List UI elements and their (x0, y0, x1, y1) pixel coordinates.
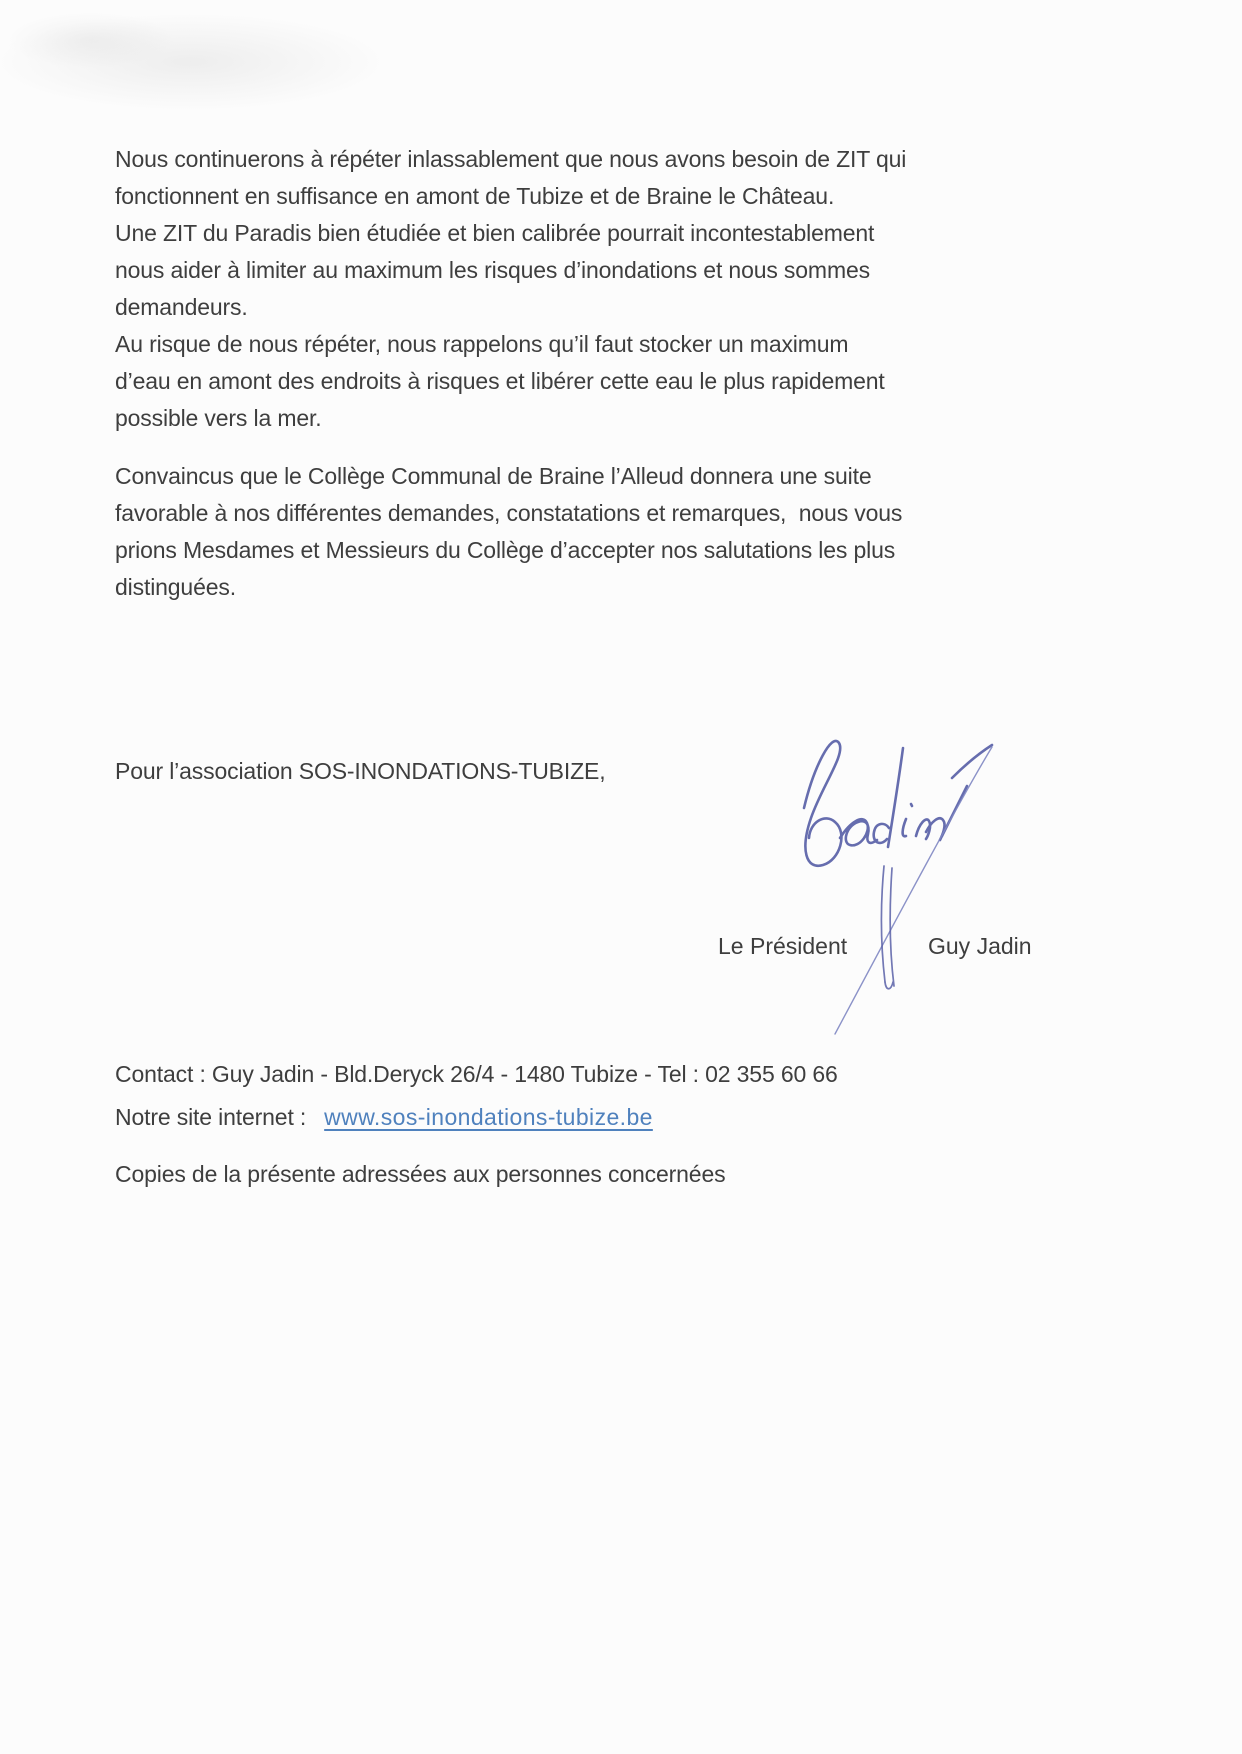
paragraph-line: d’eau en amont des endroits à risques et libérer cette eau le plus rapidement (115, 368, 885, 394)
website-link[interactable]: www.sos-inondations-tubize.be (324, 1104, 653, 1130)
signature-script (804, 741, 992, 866)
paragraph-line: nous aider à limiter au maximum les risques d’inondations et nous sommes (115, 257, 870, 283)
signature-title: Le Président (718, 933, 848, 959)
contact-text: Contact : Guy Jadin - Bld.Deryck 26/4 - 1480 Tubize - Tel : 02 355 60 66 (115, 1061, 838, 1087)
paragraph-line: demandeurs. (115, 294, 248, 320)
paragraph-line: possible vers la mer. (115, 405, 322, 431)
paragraph-line: Au risque de nous répéter, nous rappelons qu’il faut stocker un maximum (115, 331, 849, 357)
paragraph-closing (115, 458, 902, 606)
contact-line (115, 1056, 838, 1093)
paragraph-zit (115, 141, 906, 437)
paragraph-line: Une ZIT du Paradis bien étudiée et bien calibrée pourrait incontestablement (115, 220, 875, 246)
signature-flourish (835, 747, 992, 1034)
paragraph-line: Convaincus que le Collège Communal de Braine l’Alleud donnera une suite (115, 463, 872, 489)
paragraph-line: Nous continuerons à répéter inlassablement que nous avons besoin de ZIT qui (115, 146, 907, 172)
website-line (115, 1099, 653, 1136)
paragraph-line: distinguées. (115, 574, 236, 600)
paragraph-line: prions Mesdames et Messieurs du Collège d’accepter nos salutations les plus (115, 537, 896, 563)
signature-name: Guy Jadin (928, 933, 1032, 959)
association-text: Pour l’association SOS-INONDATIONS-TUBIZE, (115, 758, 606, 784)
website-label: Notre site internet : (115, 1104, 307, 1130)
association-line (115, 753, 605, 790)
handwritten-signature (768, 716, 996, 1046)
paragraph-line: favorable à nos différentes demandes, constatations et remarques, nous vous (115, 500, 903, 526)
copies-text: Copies de la présente adressées aux personnes concernées (115, 1161, 726, 1187)
copies-line (115, 1156, 725, 1193)
paragraph-line: fonctionnent en suffisance en amont de Tubize et de Braine le Château. (115, 183, 835, 209)
